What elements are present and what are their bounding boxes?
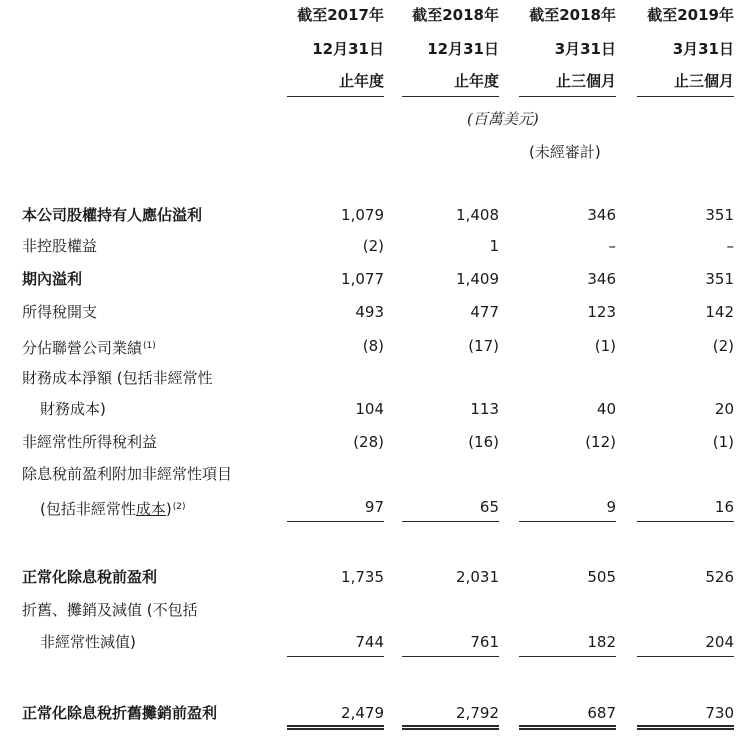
total-double-rule — [287, 725, 384, 730]
row-value: 2,031 — [456, 568, 499, 586]
subtotal-rule — [519, 656, 616, 657]
col4-date-label: 3月31日 — [672, 40, 734, 58]
row-value: 1,409 — [456, 270, 499, 288]
row-value: – — [726, 237, 734, 255]
row-value: (2) — [712, 337, 734, 355]
subtotal-rule — [287, 656, 384, 657]
col1-header-rule — [287, 96, 384, 97]
col3-period-label: 截至2018年 — [529, 6, 616, 24]
col1-period-label: 截至2017年 — [297, 6, 384, 24]
row-label: 期內溢利 — [22, 270, 83, 288]
row-label: 非經常性所得稅利益 — [22, 433, 158, 451]
col3-date-label: 3月31日 — [554, 40, 616, 58]
row-value: 97 — [364, 498, 384, 516]
unit-label: (百萬美元) — [467, 110, 539, 128]
row-value: 16 — [714, 498, 734, 516]
row-value: 123 — [587, 303, 616, 321]
col4-header-rule — [637, 96, 734, 97]
col4-period-label: 截至2019年 — [647, 6, 734, 24]
subtotal-rule — [287, 521, 384, 522]
row-value: 113 — [470, 400, 499, 418]
row-value: 142 — [705, 303, 734, 321]
row-value: 1,408 — [456, 206, 499, 224]
row-value: 505 — [587, 568, 616, 586]
row-value: 761 — [470, 633, 499, 651]
row-value: 730 — [705, 704, 734, 722]
total-double-rule — [637, 725, 734, 730]
row-value: 477 — [470, 303, 499, 321]
row-value: (1) — [594, 337, 616, 355]
row-value: (12) — [585, 433, 616, 451]
row-value: 2,479 — [341, 704, 384, 722]
col3-duration-label: 止三個月 — [555, 72, 616, 90]
col2-date-label: 12月31日 — [427, 40, 499, 58]
total-double-rule — [519, 725, 616, 730]
subtotal-rule — [402, 521, 499, 522]
row-value: 182 — [587, 633, 616, 651]
subtotal-rule — [519, 521, 616, 522]
row-value: 687 — [587, 704, 616, 722]
row-value: 65 — [479, 498, 499, 516]
row-value: 1,735 — [341, 568, 384, 586]
row-value: 493 — [355, 303, 384, 321]
col1-date-label: 12月31日 — [312, 40, 384, 58]
row-value: 20 — [714, 400, 734, 418]
row-label: 除息稅前盈利附加非經常性項目 — [22, 465, 233, 483]
col2-header-rule — [402, 96, 499, 97]
row-label: 正常化除息稅前盈利 — [22, 568, 158, 586]
row-value: 204 — [705, 633, 734, 651]
row-value: 1,079 — [341, 206, 384, 224]
col1-duration-label: 止年度 — [338, 72, 384, 90]
row-label: 折舊、攤銷及減值 (不包括 — [22, 601, 198, 619]
subtotal-rule — [637, 656, 734, 657]
row-label: 本公司股權持有人應佔溢利 — [22, 206, 203, 224]
row-label: 分佔聯營公司業績$^{(1)}$ — [22, 339, 156, 357]
row-value: (16) — [468, 433, 499, 451]
row-value: 40 — [596, 400, 616, 418]
row-label: 所得稅開支 — [22, 303, 98, 321]
row-value: (17) — [468, 337, 499, 355]
row-value: 351 — [705, 270, 734, 288]
col2-period-label: 截至2018年 — [412, 6, 499, 24]
row-label-cont: (包括非經常性成本)$^{(2)}$ — [40, 500, 186, 518]
row-value: (1) — [712, 433, 734, 451]
row-value: – — [608, 237, 616, 255]
row-value: 1,077 — [341, 270, 384, 288]
col4-duration-label: 止三個月 — [673, 72, 734, 90]
footnote-marker: (1) — [143, 341, 156, 351]
row-label-cont: 非經常性減值) — [40, 633, 136, 651]
row-label: 非控股權益 — [22, 237, 98, 255]
subtotal-rule — [637, 521, 734, 522]
col3-header-rule — [519, 96, 616, 97]
row-value: 351 — [705, 206, 734, 224]
row-value: 104 — [355, 400, 384, 418]
row-label: 正常化除息稅折舊攤銷前盈利 — [22, 704, 218, 722]
total-double-rule — [402, 725, 499, 730]
row-value: 346 — [587, 270, 616, 288]
row-value: 1 — [489, 237, 499, 255]
col2-duration-label: 止年度 — [453, 72, 499, 90]
row-value: 744 — [355, 633, 384, 651]
unaudited-label: (未經審計) — [529, 143, 601, 161]
row-label-cont: 財務成本) — [40, 400, 106, 418]
row-value: (2) — [362, 237, 384, 255]
subtotal-rule — [402, 656, 499, 657]
row-value: (28) — [353, 433, 384, 451]
row-value: 526 — [705, 568, 734, 586]
row-value: (8) — [362, 337, 384, 355]
row-value: 2,792 — [456, 704, 499, 722]
row-value: 9 — [606, 498, 616, 516]
footnote-marker: (2) — [172, 502, 186, 512]
row-label: 財務成本淨額 (包括非經常性 — [22, 369, 213, 387]
row-value: 346 — [587, 206, 616, 224]
